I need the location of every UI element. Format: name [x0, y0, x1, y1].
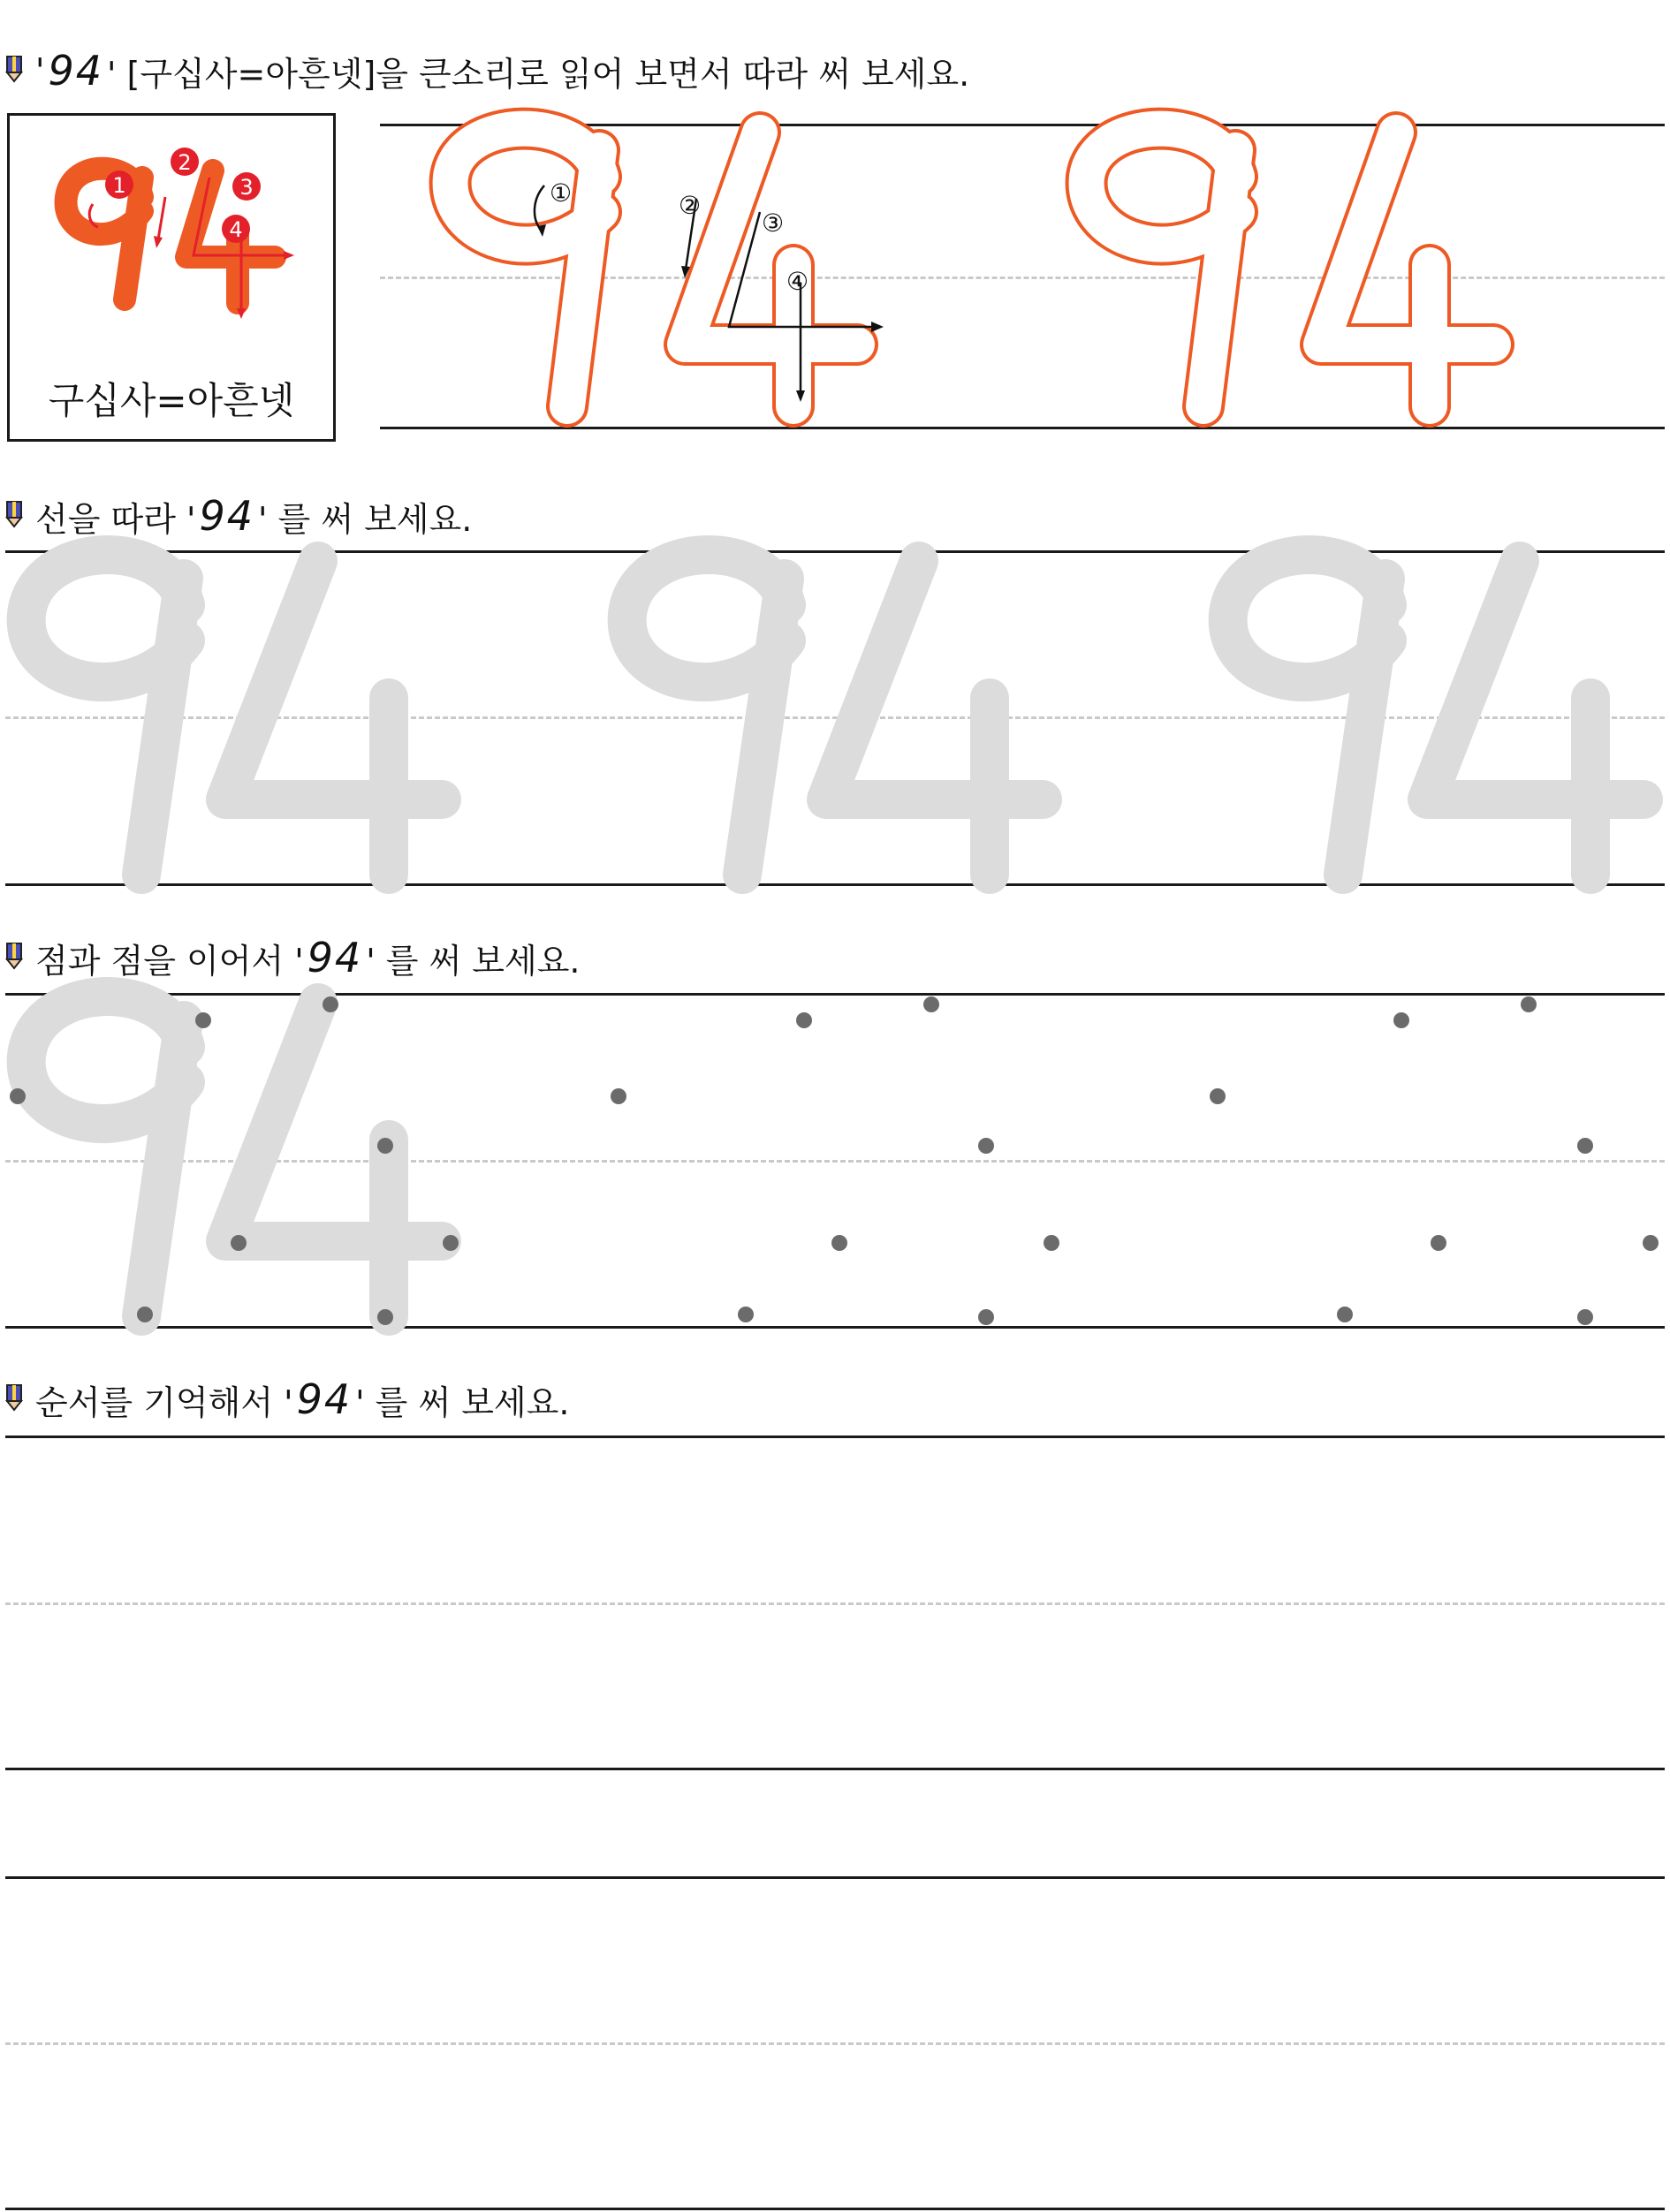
- outlined-94-with-guides: [380, 115, 1665, 433]
- dot: [831, 1235, 847, 1251]
- heading-quote-open: ': [35, 51, 45, 90]
- dot: [611, 1088, 626, 1104]
- dot: [1210, 1088, 1226, 1104]
- heading-number: 94: [307, 934, 363, 981]
- dot-guide-94: [27, 996, 442, 1316]
- heading-text-post: ' 를 써 보세요.: [366, 941, 581, 981]
- writing-rule-dashed-2: [5, 2042, 1665, 2045]
- heading-text-post: ' 를 써 보세요.: [257, 499, 473, 539]
- heading-text: ' [구십사=아흔넷]을 큰소리로 읽어 보면서 따라 써 보세요.: [107, 54, 970, 94]
- dot: [443, 1235, 459, 1251]
- example-94-digits: [10, 116, 338, 363]
- pencil-icon: [5, 496, 23, 535]
- section-heading-read: [5, 47, 970, 95]
- heading-number: 94: [48, 47, 103, 95]
- pencil-icon: [5, 938, 23, 977]
- example-reading-label: 구십사=아흔넷: [48, 379, 295, 422]
- writing-rule-top-2[interactable]: [5, 1876, 1665, 1879]
- gray-trace-94-row: [0, 543, 1670, 888]
- heading-text-post: ' 를 써 보세요.: [355, 1382, 570, 1422]
- dot: [796, 1012, 812, 1028]
- dot: [137, 1307, 153, 1322]
- dot: [10, 1088, 26, 1104]
- dot: [195, 1012, 211, 1028]
- heading-text-pre: 순서를 기억해서 ': [35, 1382, 293, 1422]
- dot: [923, 996, 939, 1012]
- dot: [1643, 1235, 1659, 1251]
- dot: [978, 1309, 994, 1325]
- dot: [1431, 1235, 1446, 1251]
- dot: [231, 1235, 247, 1251]
- section-heading-memory: [5, 1375, 570, 1423]
- pencil-icon: [5, 1380, 23, 1419]
- stroke-label-2: ②: [679, 191, 702, 220]
- trace-94-1: [27, 555, 442, 875]
- trace-94-3: [1228, 555, 1643, 875]
- heading-text-pre: 점과 점을 이어서 ': [35, 941, 304, 981]
- example-stroke-3: 3: [239, 175, 254, 200]
- example-stroke-2: 2: [178, 150, 192, 175]
- writing-rule-bottom-1[interactable]: [5, 1768, 1665, 1770]
- stroke-label-1: ①: [550, 178, 573, 208]
- heading-number: 94: [199, 492, 254, 540]
- dot: [978, 1138, 994, 1154]
- dot: [377, 1138, 393, 1154]
- writing-rule-top-1[interactable]: [5, 1436, 1665, 1438]
- dot: [738, 1307, 754, 1322]
- stroke-label-3: ③: [762, 208, 785, 238]
- dot: [1577, 1138, 1593, 1154]
- heading-number: 94: [296, 1375, 353, 1423]
- dot: [1577, 1309, 1593, 1325]
- dot: [1044, 1235, 1059, 1251]
- example-box: [7, 113, 336, 442]
- dot: [1521, 996, 1537, 1012]
- writing-rule-bottom-2[interactable]: [5, 2208, 1665, 2210]
- writing-rule-dashed-1: [5, 1602, 1665, 1605]
- section-heading-dots: [5, 934, 581, 981]
- dot: [1337, 1307, 1353, 1322]
- section-heading-trace: [5, 492, 473, 540]
- stroke-label-4: ④: [786, 267, 809, 296]
- trace-94-2: [627, 555, 1043, 875]
- dot-to-dot-row: [0, 985, 1670, 1329]
- example-stroke-4: 4: [229, 217, 243, 242]
- heading-text-pre: 선을 따라 ': [35, 499, 196, 539]
- dot: [377, 1309, 393, 1325]
- dot: [1393, 1012, 1409, 1028]
- pencil-icon: [5, 51, 23, 90]
- dot: [323, 996, 338, 1012]
- example-stroke-1: 1: [112, 173, 126, 198]
